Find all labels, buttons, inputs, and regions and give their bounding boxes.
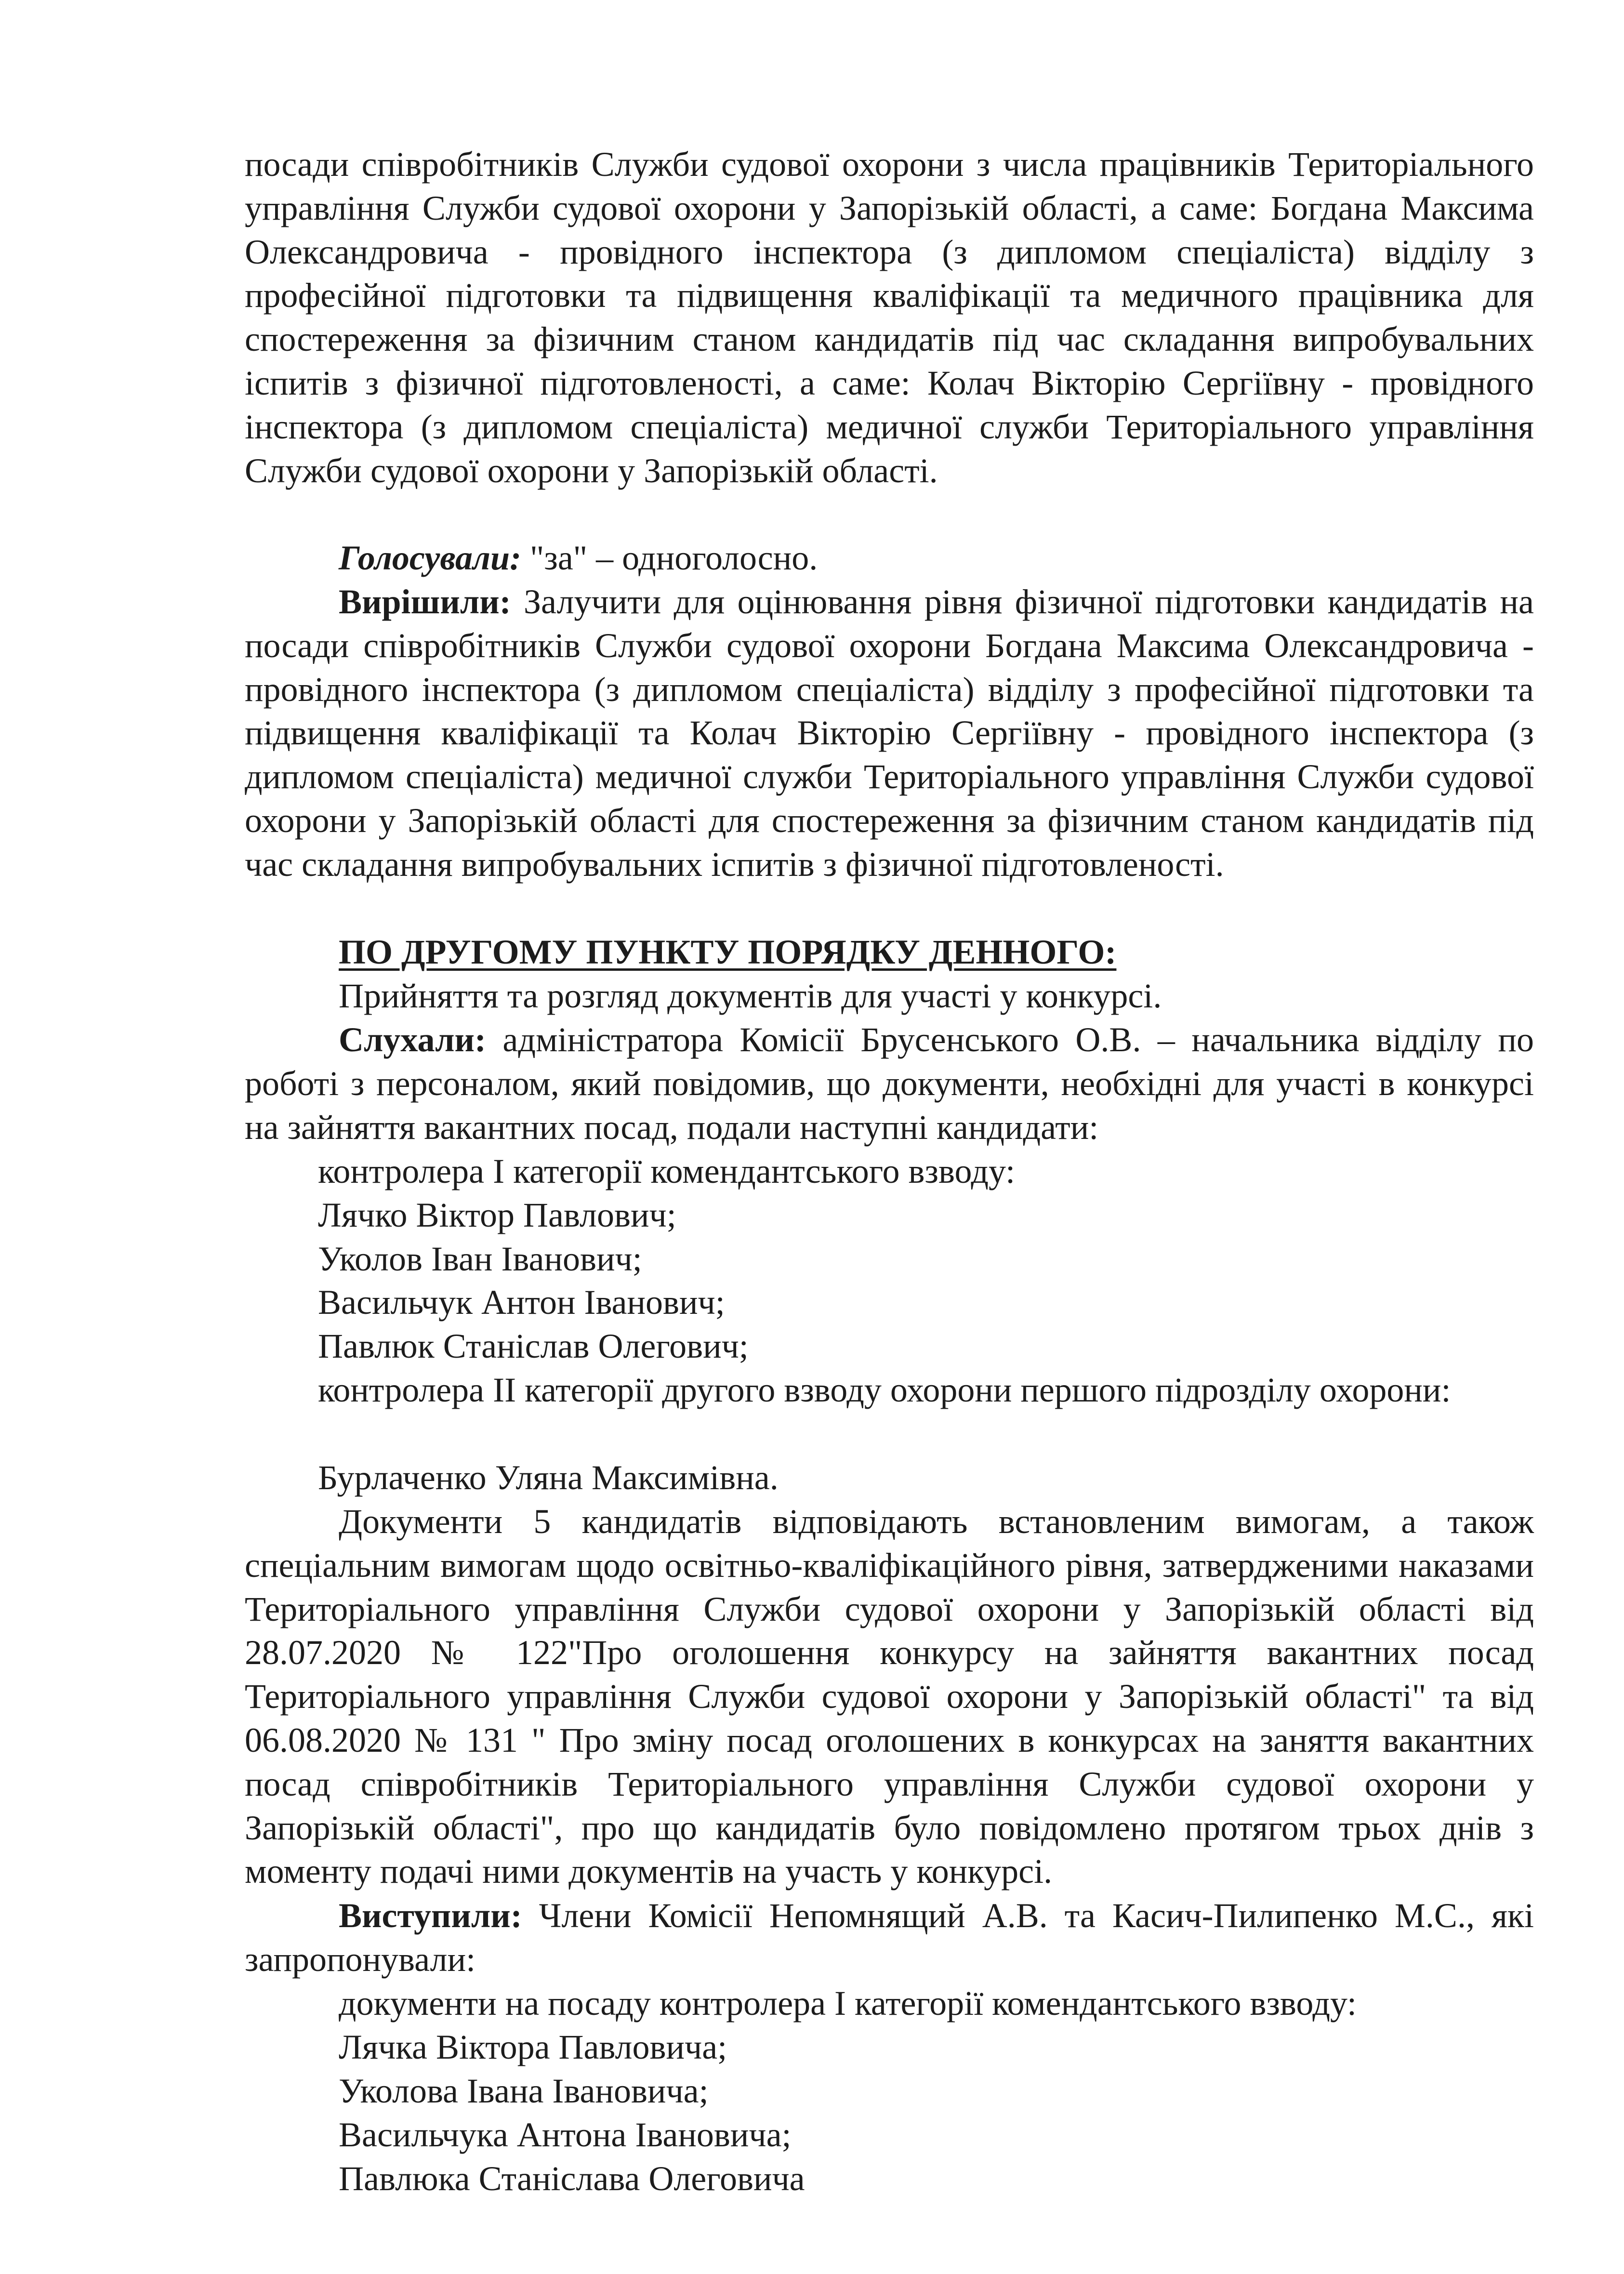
heard-text: адміністратора Комісії Брусенського О.В. – начальника відділу по роботі з персоналом, який повідомив, що документи, необхідні для участі в конкурсі на зайняття вакантних посад, подали наступні кандидати: [245, 1020, 1534, 1147]
vote-label: Голосували: [339, 539, 521, 577]
decided-paragraph [245, 580, 1534, 886]
vote-text: "за" – одноголосно. [521, 539, 818, 577]
proposal-text: документи на посаду контролера І категорії комендантського взводу: [339, 1984, 1357, 2023]
spoke-label: Виступили: [339, 1896, 522, 1935]
vote-line [339, 536, 818, 580]
candidate-3: Васильчук Антон Іванович; [318, 1283, 725, 1322]
paragraph-commission-members: посади співробітників Служби судової охорони з числа працівників Територіального управління Служби судової охорони у Запорізькій області, а саме: Богдана Максима Олександровича - провідного інспектора (з дипломом спеціаліста) відділу з професійної підготовки та підвищення кваліфікації та медичного працівника для спостереження за фізичним станом кандидатів під час складання випробувальних іспитів з фізичної підготовленості, а саме: Колач Вікторію Сергіївну - провідного інспектора (з дипломом спеціаліста) медичної служби Територіального управління Служби судової охорони у Запорізькій області. [245, 145, 1534, 490]
position-2-label: контролера ІІ категорії другого взводу охорони першого підрозділу охорони: [318, 1371, 1451, 1409]
proposal-candidate-1: Лячка Віктора Павловича; [339, 2028, 727, 2066]
documents-paragraph: Документи 5 кандидатів відповідають встановленим вимогам, а також спеціальним вимогам щодо освітньо-кваліфікаційного рівня, затвердженими наказами Територіального управління Служби судової охорони у Запорізькій області від 28.07.2020 № 122"Про оголошення конкурсу на зайняття вакантних посад Територіального управління Служби судової охорони у Запорізькій області" та від 06.08.2020 № 131 " Про зміну посад оголошених в конкурсах на заняття вакантних посад співробітників Територіального управління Служби судової охорони у Запорізькій області", про що кандидатів було повідомлено протягом трьох днів з моменту подачі ними документів на участь у конкурсі. [245, 1502, 1534, 1891]
candidate-5: Бурлаченко Уляна Максимівна. [318, 1458, 779, 1497]
proposal-candidate-4: Павлюка Станіслава Олеговича [339, 2159, 805, 2198]
spoke-text: Члени Комісії Непомнящий А.В. та Касич-Пилипенко М.С., які запропонували: [245, 1896, 1534, 1979]
candidate-1: Лячко Віктор Павлович; [318, 1196, 676, 1234]
candidate-4: Павлюк Станіслав Олегович; [318, 1327, 749, 1365]
proposal-candidate-3: Васильчука Антона Івановича; [339, 2115, 792, 2154]
agenda-item-text: Прийняття та розгляд документів для участі у конкурсі. [339, 977, 1162, 1015]
proposal-candidate-2: Уколова Івана Івановича; [339, 2072, 709, 2110]
decided-text: Залучити для оцінювання рівня фізичної підготовки кандидатів на посади співробітників Служби судової охорони Богдана Максима Олександровича - провідного інспектора (з дипломом спеціаліста) відділу з професійної підготовки та підвищення кваліфікації та Колач Вікторію Сергіївну - провідного інспектора (з дипломом спеціаліста) медичної служби Територіального управління Служби судової охорони у Запорізькій області для спостереження за фізичним станом кандидатів під час складання випробувальних іспитів з фізичної підготовленості. [245, 582, 1534, 884]
position-1-label: контролера І категорії комендантського взводу: [318, 1152, 1016, 1190]
spoke-paragraph [245, 1894, 1534, 1982]
agenda-heading: ПО ДРУГОМУ ПУНКТУ ПОРЯДКУ ДЕННОГО: [339, 933, 1117, 971]
heard-label: Слухали: [339, 1020, 486, 1059]
heard-paragraph [245, 1018, 1534, 1149]
decided-label: Вирішили: [339, 582, 511, 621]
candidate-2: Уколов Іван Іванович; [318, 1240, 642, 1278]
